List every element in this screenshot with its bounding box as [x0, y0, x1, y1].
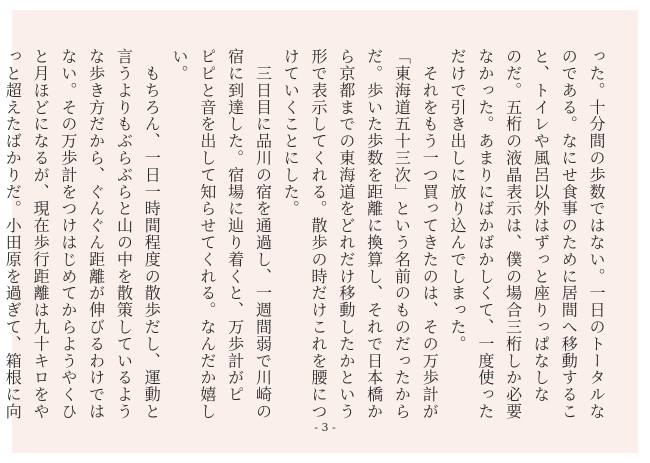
text-column: と、トイレや風呂以外はずっと座りっぱなしな [531, 48, 551, 403]
text-column: 「東海道五十三次」という名前のものだったから [392, 48, 412, 420]
text-column: のである。なにせ食事のために居間へ移動するこ [559, 48, 579, 420]
text-column: ピピと音を出して知らせてくれる。なんだか嬉し [197, 48, 217, 420]
text-column: ない。その万歩計をつけはじめてからようやくひ [58, 48, 78, 420]
text-column: 宿に到達した。宿場に辿り着くと、万歩計がピ [225, 48, 245, 403]
text-column: 形で表示してくれる。散歩の時だけこれを腰につ [309, 48, 329, 420]
text-column: い。 [170, 48, 190, 82]
text-column: なかった。あまりにばかばかしくて、一度使った [475, 48, 495, 420]
text-column: ら京都までの東海道をどれだけ移動したかという [336, 48, 356, 420]
text-column: っと超えたばかりだ。小田原を過ぎて、箱根に向 [3, 48, 23, 420]
text-column: のだ。五桁の液晶表示は、僕の場合三桁しか必要 [503, 48, 523, 420]
body-text [3, 48, 610, 420]
text-column: 言うよりもぶらぶらと山の中を散策しているよう [114, 48, 134, 420]
text-column: それをもう一つ買ってきたのは、その万歩計が [420, 48, 440, 420]
text-column: だけで引き出しに放り込んでしまった。 [448, 48, 468, 353]
text-column: 三日目に品川の宿を通過し、一週間弱で川崎の [253, 48, 273, 420]
text-column: な歩き方だから、ぐんぐん距離が伸びるわけでは [86, 48, 106, 420]
text-column: だ。歩いた歩数を距離に換算し、それで日本橋か [364, 48, 384, 420]
text-column: もちろん、一日一時間程度の散歩だし、運動と [142, 48, 162, 420]
text-column: と月ほどになるが、現在歩行距離は九十キロをや [31, 48, 51, 420]
text-column: った。十分間の歩数ではない。一日のトータルな [587, 48, 606, 420]
page-number: - 3 - [314, 421, 336, 434]
text-column: けていくことにした。 [281, 48, 301, 217]
